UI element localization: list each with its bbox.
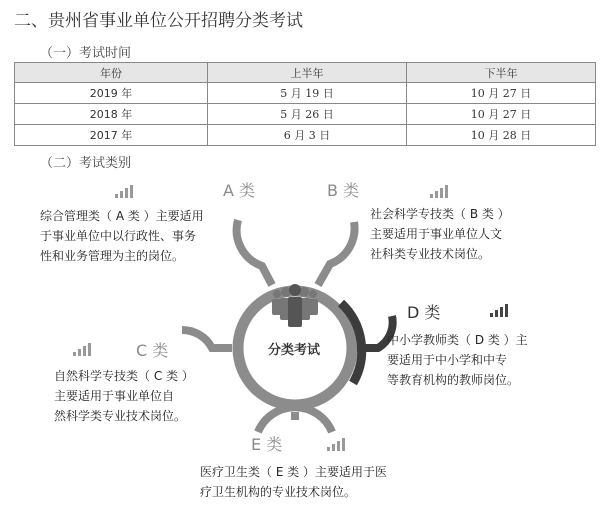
category-b-label: B 类 [327,181,360,200]
signal-bars-icon [115,185,133,198]
column-header-first-half: 上半年 [208,63,407,83]
category-d-label: D 类 [407,303,441,322]
year-cell: 2019 年 [15,83,208,104]
category-c-description [54,366,219,426]
connector-b [318,222,355,285]
signal-bars-icon [327,438,345,451]
connector-a [237,220,272,285]
signal-bars-icon [490,304,508,317]
description-line: 等教育机构的教师岗位。 [387,373,520,387]
second-half-date-cell: 10 月 28 日 [407,125,596,146]
category-e-label: E 类 [251,435,283,454]
description-line: 自然科学专技类（ C 类 ） [54,369,194,383]
description-line: 要适用于中小学和中专 [387,353,508,367]
section-heading-exam-categories: （二）考试类别 [40,156,132,171]
category-c-label: C 类 [136,341,169,360]
description-line: 中小学教师类（ D 类 ）主 [387,333,528,347]
second-half-date-cell: 10 月 27 日 [407,83,596,104]
category-e-description [200,462,430,502]
year-cell: 2017 年 [15,125,208,146]
description-line: 社科类专业技术岗位。 [370,247,491,261]
section-heading-exam-time: （一）考试时间 [40,46,132,61]
year-cell: 2018 年 [15,104,208,125]
category-a-label: A 类 [223,181,256,200]
description-line: 疗卫生机构的专业技术岗位。 [200,485,357,499]
page-title: 二、贵州省事业单位公开招聘分类考试 [14,11,303,31]
category-b-description [370,204,540,264]
connector-c [182,330,232,348]
description-line: 主要适用于事业单位人文 [370,227,503,241]
description-line: 性和业务管理为主的岗位。 [40,249,185,263]
signal-bars-icon [430,185,448,198]
description-line: 医疗卫生类（ E 类 ）主要适用于医 [200,465,388,479]
first-half-date-cell: 6 月 3 日 [208,125,407,146]
description-line: 综合管理类（ A 类 ）主要适用 [40,209,204,223]
category-a-description [40,206,230,266]
second-half-date-cell: 10 月 27 日 [407,104,596,125]
description-line: 主要适用于事业单位自 [54,389,175,403]
description-line: 然科学类专业技术岗位。 [54,409,187,423]
first-half-date-cell: 5 月 26 日 [208,104,407,125]
description-line: 社会科学专技类（ B 类 ） [370,207,510,221]
category-d-description [387,330,555,390]
signal-bars-icon [73,343,91,356]
column-header-second-half: 下半年 [407,63,596,83]
center-label: 分类考试 [267,343,320,358]
first-half-date-cell: 5 月 19 日 [208,83,407,104]
description-line: 于事业单位中以行政性、事务 [40,229,197,243]
column-header-year: 年份 [15,63,208,83]
